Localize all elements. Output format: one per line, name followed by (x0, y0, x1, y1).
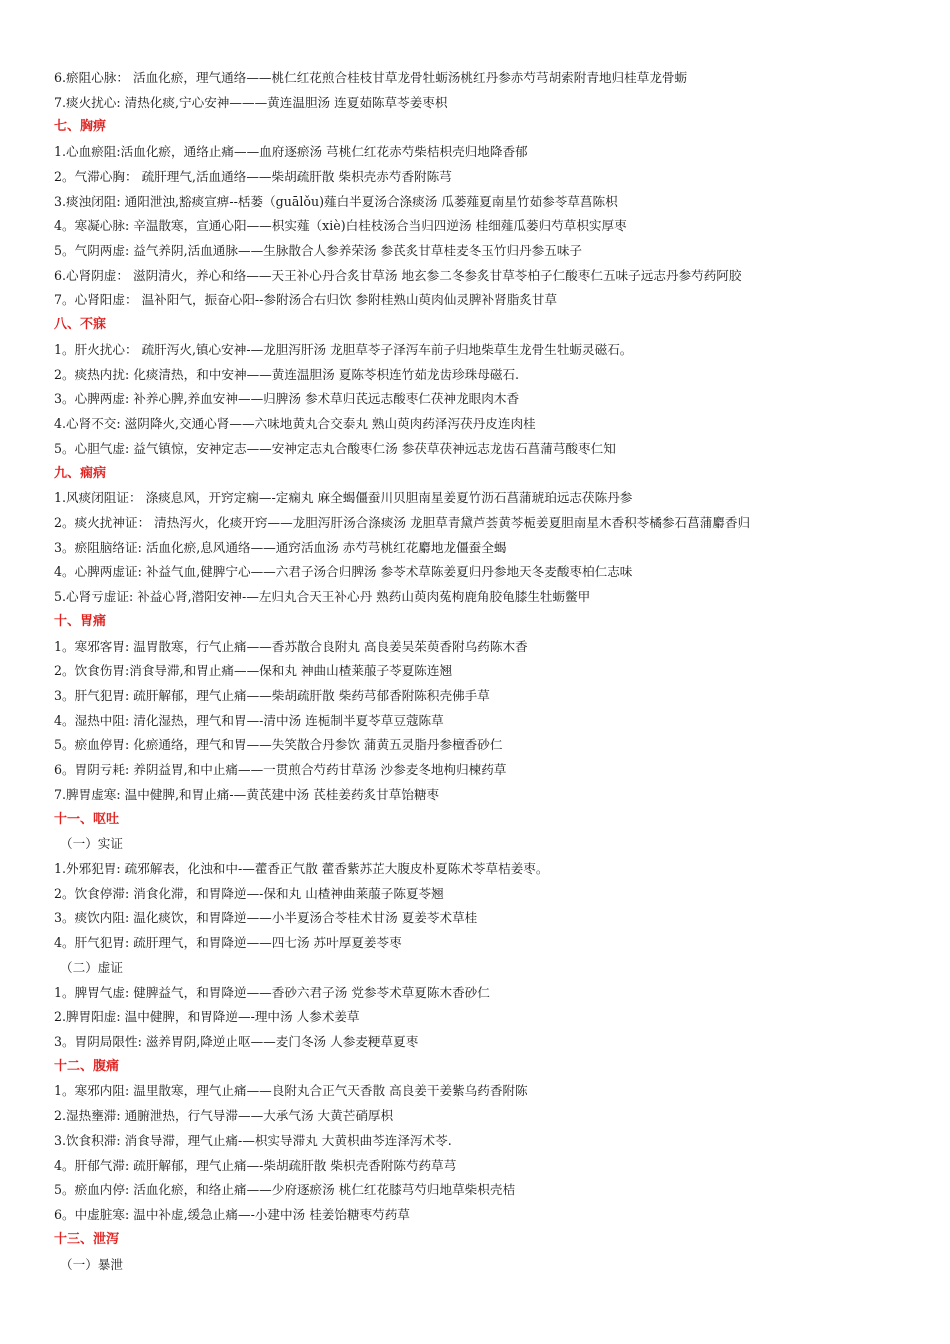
text-line: 2。痰热内扰: 化痰清热，和中安神——黄连温胆汤 夏陈苓枳连竹茹龙齿珍珠母磁石. (54, 366, 520, 382)
text-line: 1。脾胃气虚: 健脾益气，和胃降逆——香砂六君子汤 党参苓术草夏陈木香砂仁 (54, 984, 490, 1000)
text-line: 2。饮食停滞: 消食化滞，和胃降逆—-保和丸 山楂神曲莱菔子陈夏苓翘 (54, 885, 444, 901)
section-heading: 十一、呕吐 (54, 811, 120, 827)
text-line: 2。饮食伤胃:消食导滞,和胃止痛——保和丸 神曲山楂莱菔子苓夏陈连翘 (54, 663, 453, 679)
text-line: 3。胃阴局限性: 滋养胃阴,降逆止呕——麦门冬汤 人参麦粳草夏枣 (54, 1034, 419, 1050)
text-line: 4。心脾两虚证: 补益气血,健脾宁心——六君子汤合归脾汤 参苓术草陈姜夏归丹参地天冬麦酸枣柏仁志味 (54, 564, 633, 580)
text-line: 6.心肾阴虚： 滋阴清火，养心和络——天王补心丹合炙甘草汤 地玄参二冬参炙甘草苓柏子仁酸枣仁五味子远志丹参芍药阿胶 (54, 267, 742, 283)
text-line: 3。瘀阻脑络证: 活血化瘀,息风通络——通窍活血汤 赤芍芎桃红花麝地龙僵蚕全蝎 (54, 539, 507, 555)
text-line: 1。寒邪客胃: 温胃散寒，行气止痛——香苏散合良附丸 高良姜吴茱萸香附乌药陈木香 (54, 638, 528, 654)
text-line: 5.心肾亏虚证: 补益心肾,潜阳安神-—左归丸合天王补心丹 熟药山萸肉菟枸鹿角胶龟膝生牡蛎鳖甲 (54, 589, 591, 605)
text-line: 1.心血瘀阻:活血化瘀，通络止痛——血府逐瘀汤 芎桃仁红花赤芍柴桔枳壳归地降香郁 (54, 144, 528, 160)
text-line: 4。寒凝心脉: 辛温散寒，宣通心阳——枳实薤（xiè)白桂枝汤合当归四逆汤 桂细薤瓜蒌归芍草枳实厚枣 (54, 218, 627, 234)
text-line: 2。痰火扰神证： 清热泻火，化痰开窍——龙胆泻肝汤合涤痰汤 龙胆草青黛芦荟黄芩栀姜夏胆南星木香积苓橘参石菖蒲麝香归 (54, 514, 751, 530)
text-line: 3。心脾两虚: 补养心脾,养血安神——归脾汤 参术草归芪远志酸枣仁茯神龙眼肉木香 (54, 391, 520, 407)
text-line: 6。胃阴亏耗: 养阴益胃,和中止痛——一贯煎合芍药甘草汤 沙参麦冬地枸归楝药草 (54, 762, 507, 778)
text-line: 3.痰浊闭阻: 通阳泄浊,豁痰宣痹--栝蒌（guālǒu)薤白半夏汤合涤痰汤 瓜蒌薤夏南星竹茹参苓草菖陈枳 (54, 193, 618, 209)
text-line: 7.痰火扰心: 清热化痰,宁心安神———黄连温胆汤 连夏茹陈草苓姜枣枳 (54, 94, 448, 110)
section-heading: 九、痫病 (54, 465, 107, 481)
text-line: 6.瘀阻心脉： 活血化瘀，理气通络——桃仁红花煎合桂枝甘草龙骨牡蛎汤桃红丹参赤芍芎胡索附青地归桂草龙骨蛎 (54, 70, 688, 85)
text-line: 1.外邪犯胃: 疏邪解表，化浊和中-—藿香正气散 藿香紫苏芷大腹皮朴夏陈术苓草桔姜枣。 (54, 861, 549, 876)
text-line: 7.脾胃虚寒: 温中健脾,和胃止痛-—黄芪建中汤 芪桂姜药炙甘草饴糖枣 (54, 786, 440, 802)
section-heading: 七、胸痹 (54, 119, 107, 135)
text-line: 5。瘀血内停: 活血化瘀，和络止痛——少府逐瘀汤 桃仁红花膝芎芍归地草柴枳壳桔 (54, 1182, 516, 1198)
text-line: 3.饮食积滞: 消食导滞，理气止痛-—枳实导滞丸 大黄枳曲芩连泽泻术苓. (54, 1132, 452, 1148)
text-line: 1.风痰闭阻证： 涤痰息风，开窍定痫—-定痫丸 麻全蝎僵蚕川贝胆南星姜夏竹沥石菖蒲琥珀远志茯陈丹参 (54, 490, 633, 506)
text-line: 5。气阴两虚: 益气养阴,活血通脉——生脉散合人参养荣汤 参芪炙甘草桂麦冬玉竹归丹参五味子 (54, 243, 583, 259)
text-line: 1。寒邪内阻: 温里散寒，理气止痛——良附丸合正气天香散 高良姜干姜紫乌药香附陈 (54, 1083, 528, 1099)
subsection-label: （一）暴泄 (60, 1256, 123, 1272)
text-line: 4。湿热中阻: 清化湿热，理气和胃—-清中汤 连栀制半夏苓草豆蔻陈草 (54, 712, 444, 728)
text-line: 3。肝气犯胃: 疏肝解郁，理气止痛——柴胡疏肝散 柴药芎郁香附陈积壳佛手草 (54, 687, 490, 703)
text-line: 2.脾胃阳虚: 温中健脾，和胃降逆—-理中汤 人参术姜草 (54, 1009, 360, 1025)
text-line: 2。气滞心胸： 疏肝理气,活血通络——柴胡疏肝散 柴枳壳赤芍香附陈芎 (54, 168, 452, 184)
section-heading: 八、不寐 (54, 317, 107, 333)
text-line: 6。中虚脏寒: 温中补虚,缓急止痛—-小建中汤 桂姜饴糖枣芍药草 (54, 1207, 410, 1223)
subsection-label: （二）虚证 (60, 959, 123, 975)
text-line: 4.心肾不交: 滋阴降火,交通心肾——六味地黄丸合交泰丸 熟山萸肉药泽泻茯丹皮连肉桂 (54, 416, 536, 432)
text-line: 3。痰饮内阻: 温化痰饮，和胃降逆——小半夏汤合苓桂术甘汤 夏姜苓术草桂 (54, 910, 478, 926)
text-line: 1。肝火扰心： 疏肝泻火,镇心安神-—龙胆泻肝汤 龙胆草苓子泽泻车前子归地柴草生龙骨生牡蛎灵磁石。 (54, 341, 633, 357)
text-line: 2.湿热壅滞: 通腑泄热，行气导滞——大承气汤 大黄芒硝厚枳 (54, 1108, 394, 1124)
text-line: 5。瘀血停胃: 化瘀通络，理气和胃——失笑散合丹参饮 蒲黄五灵脂丹参檀香砂仁 (54, 737, 503, 753)
section-heading: 十三、泄泻 (54, 1231, 120, 1247)
section-heading: 十、胃痛 (54, 613, 107, 629)
text-line: 4。肝郁气滞: 疏肝解郁，理气止痛—-柴胡疏肝散 柴枳壳香附陈芍药草芎 (54, 1157, 457, 1173)
subsection-label: （一）实证 (60, 836, 123, 852)
section-heading: 十二、腹痛 (54, 1058, 120, 1074)
text-line: 5。心胆气虚: 益气镇惊，安神定志——安神定志丸合酸枣仁汤 参茯草茯神远志龙齿石菖蒲芎酸枣仁知 (54, 440, 616, 456)
text-line: 7。心肾阳虚： 温补阳气，振奋心阳--参附汤合右归饮 参附桂熟山萸肉仙灵脾补肾脂炙甘草 (54, 292, 558, 308)
text-line: 4。肝气犯胃: 疏肝理气，和胃降逆——四七汤 苏叶厚夏姜苓枣 (54, 935, 402, 951)
document-page (54, 66, 934, 1277)
